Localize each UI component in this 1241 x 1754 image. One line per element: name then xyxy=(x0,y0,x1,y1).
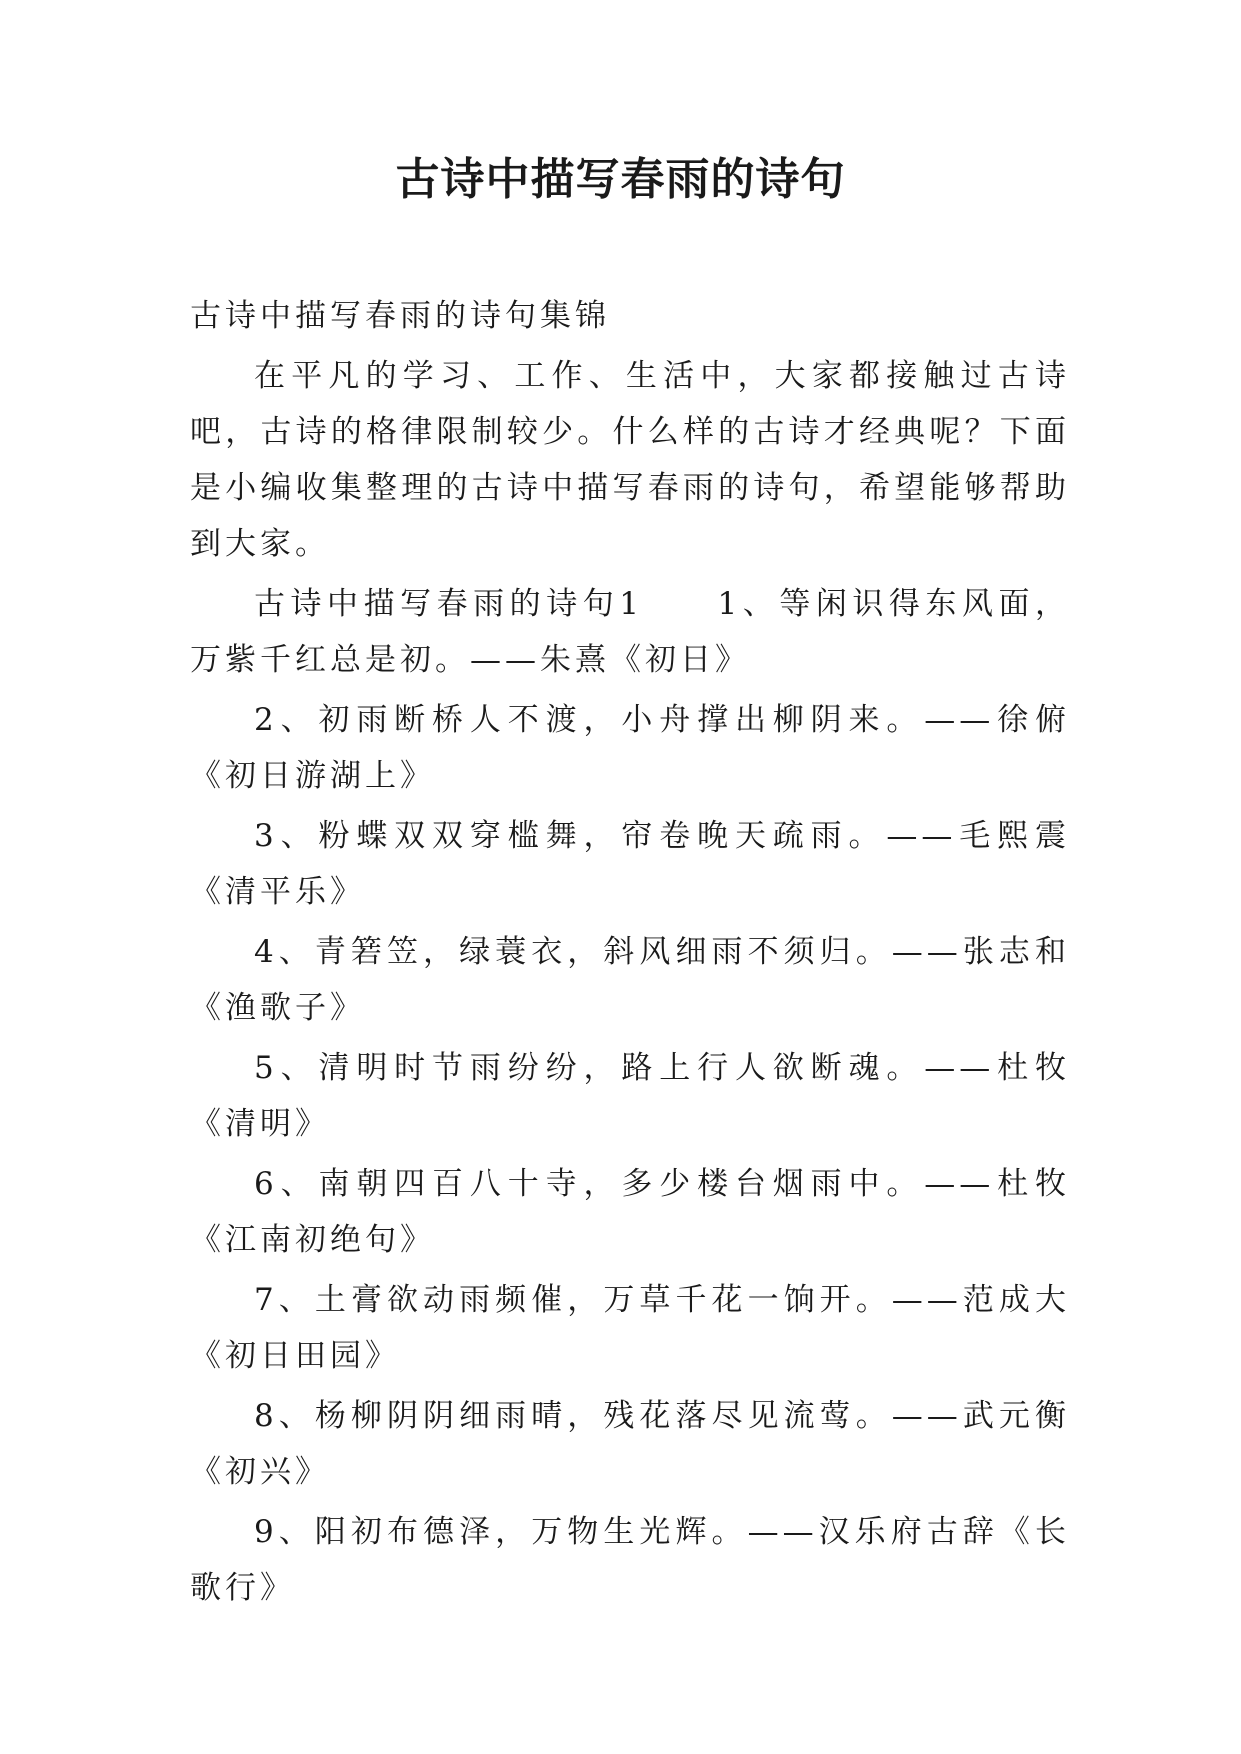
poem-line-6: 6、南朝四百八十寺，多少楼台烟雨中。——杜牧《江南初绝句》 xyxy=(190,1166,1070,1258)
poem-line-4: 4、青箬笠，绿蓑衣，斜风细雨不须归。——张志和《渔歌子》 xyxy=(190,934,1070,1026)
poem-line-2: 2、初雨断桥人不渡，小舟撑出柳阴来。——徐俯《初日游湖上》 xyxy=(190,702,1070,794)
document-body xyxy=(190,288,1070,1620)
section-heading-paragraph: 古诗中描写春雨的诗句1 1、等闲识得东风面，万紫千红总是初。——朱熹《初日》 xyxy=(190,586,1070,678)
poem-line-3: 3、粉蝶双双穿槛舞，帘卷晚天疏雨。——毛熙震《清平乐》 xyxy=(190,818,1070,910)
document-title: 古诗中描写春雨的诗句 xyxy=(395,154,846,205)
intro-paragraph: 在平凡的学习、工作、生活中，大家都接触过古诗吧，古诗的格律限制较少。什么样的古诗才经典呢？下面是小编收集整理的古诗中描写春雨的诗句，希望能够帮助到大家。 xyxy=(190,358,1070,562)
document-subtitle: 古诗中描写春雨的诗句集锦 xyxy=(190,298,610,334)
poem-line-8: 8、杨柳阴阴细雨晴，残花落尽见流莺。——武元衡《初兴》 xyxy=(190,1398,1070,1490)
poem-line-9: 9、阳初布德泽，万物生光辉。——汉乐府古辞《长歌行》 xyxy=(190,1514,1070,1606)
poem-line-5: 5、清明时节雨纷纷，路上行人欲断魂。——杜牧《清明》 xyxy=(190,1050,1070,1142)
poem-line-7: 7、土膏欲动雨频催，万草千花一饷开。——范成大《初日田园》 xyxy=(190,1282,1070,1374)
